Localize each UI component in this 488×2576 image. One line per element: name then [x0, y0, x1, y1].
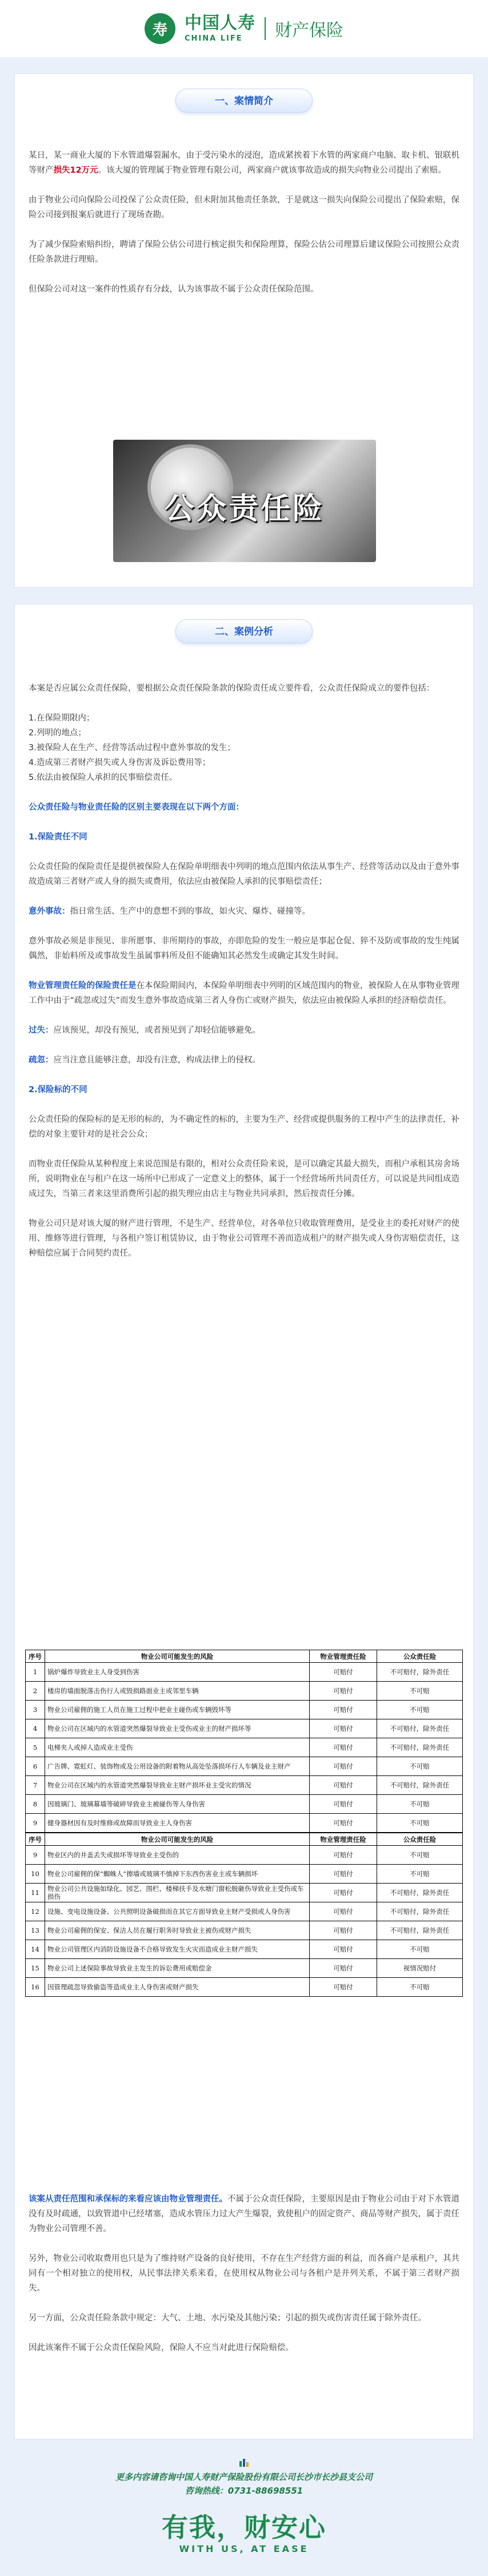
negligence-definition: 过失：应该预见，却没有预见，或者预见到了却轻信能够避免。 [29, 1026, 261, 1035]
table-row [26, 1738, 463, 1757]
property-liability-scope: 物业管理责任险的保险责任是在本保险期间内，本保险单明细表中列明的区域范围内的物业，被保险人在从事物业管理工作中由于“疏忽或过失”而发生意外事故造成第三者人身伤亡或财产损失，依法应由被保险人承担的经济赔偿责任。 [29, 981, 459, 1005]
row-property-coverage: 可赔付 [310, 1959, 377, 1978]
row-number: 9 [26, 1814, 45, 1833]
row-property-coverage: 可赔付 [310, 1682, 377, 1701]
row-property-coverage: 可赔付 [310, 1719, 377, 1738]
row-public-coverage: 不可赔付，除外责任 [377, 1921, 463, 1940]
row-number: 10 [26, 1865, 45, 1884]
table-row [26, 1776, 463, 1795]
row-risk: 健身器材因有及时维修或故障而导致业主人身伤害 [45, 1814, 310, 1833]
table-row [26, 1757, 463, 1776]
condition-5: 5.依法由被保险人承担的民事赔偿责任。 [29, 773, 178, 782]
row-property-coverage: 可赔付 [310, 1701, 377, 1719]
row-number: 9 [26, 1846, 45, 1865]
row-public-coverage: 视情况赔付 [377, 1959, 463, 1978]
row-public-coverage: 不可赔 [377, 1865, 463, 1884]
case-analysis-card [14, 604, 474, 2439]
conclusion-p4: 因此该案件不属于公众责任保险风险，保险人不应当对此进行保险赔偿。 [29, 2343, 294, 2352]
row-risk: 设施、变电设施设备、公共照明设备破损而在其它方面导致业主财产受损或人身伤害 [45, 1902, 310, 1921]
col-no: 序号 [26, 1650, 45, 1663]
brand-name [185, 15, 255, 43]
case-analysis-heading: 二、案例分析 [175, 619, 313, 643]
row-property-coverage: 可赔付 [310, 1940, 377, 1959]
row-public-coverage: 不可赔付，除外责任 [377, 1884, 463, 1902]
risk-table-part2 [25, 1833, 463, 1997]
row-public-coverage: 不可赔 [377, 1795, 463, 1814]
oversight-definition: 疏忽：应当注意且能够注意，却没有注意，构成法律上的侵权。 [29, 1056, 261, 1065]
condition-1: 1.在保险期限内； [29, 714, 95, 723]
row-property-coverage: 可赔付 [310, 1776, 377, 1795]
row-number: 11 [26, 1884, 45, 1902]
row-risk: 物业公司雇佣的施工人员在施工过程中把业主碰伤或车辆毁坏等 [45, 1701, 310, 1719]
row-risk: 物业公司雇佣的保安、保洁人员在履行职务时导致业主被伤或财产损失 [45, 1921, 310, 1940]
contact-hotline: 咨询热线：0731-88698551 [185, 2486, 303, 2496]
row-number: 14 [26, 1940, 45, 1959]
row-number: 6 [26, 1757, 45, 1776]
row-number: 12 [26, 1902, 45, 1921]
row-property-coverage: 可赔付 [310, 1757, 377, 1776]
row-risk: 广告牌、霓虹灯、装饰物或及公用设备的附着物从高处坠落损坏行人车辆及业主财产 [45, 1757, 310, 1776]
case-intro-p4: 但保险公司对这一案件的性质存有分歧，认为该事故不属于公众责任保险范围。 [29, 285, 319, 294]
row-property-coverage: 可赔付 [310, 1814, 377, 1833]
difference-title: 公众责任险与物业责任险的区别主要表现在以下两个方面： [29, 803, 244, 812]
condition-3: 3.被保险人在生产、经营等活动过程中意外事故的发生； [29, 743, 235, 753]
china-life-logo-icon: 寿 [145, 13, 175, 44]
row-public-coverage: 不可赔 [377, 1846, 463, 1865]
banner-title: 公众责任险 [164, 492, 325, 526]
row-number: 3 [26, 1701, 45, 1719]
subject-property: 而物业责任保险从某种程度上来说范围是有限的，相对公众责任险来说，是可以确定其最大损失，而租户承租其房舍场所，说明物业在与租户在这一场所中已形成了一定意义上的整体，属于一个经营场所共同责任方，可以说是共同组成造成过失，当第三者来这里消费所引起的损失理应由店主与物业共同承担，然后按责任分摊。 [29, 1160, 459, 1199]
row-risk: 物业公司公共设施如绿化、园艺、围栏、楼梯扶手及水塘门窗松脱砸伤导致业主受伤或车损伤 [45, 1884, 310, 1902]
row-number: 7 [26, 1776, 45, 1795]
row-property-coverage: 可赔付 [310, 1663, 377, 1682]
subject-public: 公众责任险的保险标的是无形的标的，为不确定性的标的，主要为生产、经营或提供服务的工程中产生的法律责任，补偿的对象主要针对的是社会公众； [29, 1115, 459, 1139]
condition-4: 4.造成第三者财产损失或人身伤害及诉讼费用等； [29, 758, 211, 767]
row-public-coverage: 不可赔 [377, 1757, 463, 1776]
brand-divider [265, 17, 266, 40]
brand-name-en: CHINA LIFE [185, 34, 243, 43]
row-public-coverage: 不可赔 [377, 1814, 463, 1833]
row-property-coverage: 可赔付 [310, 1902, 377, 1921]
table-row [26, 1701, 463, 1719]
row-risk: 物业公司上述保险事故导致业主发生的诉讼费用或赔偿金 [45, 1959, 310, 1978]
accident-definition: 意外事故：指日常生活、生产中的意想不到的事故，如火灾、爆炸、碰撞等。 [29, 907, 310, 916]
row-risk: 锅炉爆炸导致业主人身受到伤害 [45, 1663, 310, 1682]
table-row [26, 1846, 463, 1865]
row-public-coverage: 不可赔付，除外责任 [377, 1663, 463, 1682]
accident-explanation: 意外事故必须是非预见、非所愿事、非所期待的事故，亦即危险的发生一般应是事起仓促、猝不及防或事故的发生纯属偶然，非始料所及或事故发生虽属事料所及但不能确知其必然发生或确定其发生时间。 [29, 937, 459, 961]
case-intro-card [14, 73, 474, 588]
subheading-liability: 1.保险责任不同 [29, 833, 87, 842]
col-risk: 物业公司可能发生的风险 [45, 1833, 310, 1846]
risk-comparison-table [15, 1650, 473, 1997]
public-liability-banner [113, 440, 376, 562]
col-property-insurance: 物业管理责任险 [310, 1833, 377, 1846]
table-row [26, 1814, 463, 1833]
row-public-coverage: 不可赔付，除外责任 [377, 1738, 463, 1757]
row-risk: 楼房的墙面脱落击伤行人或毁损路面业主或邻里车辆 [45, 1682, 310, 1701]
row-number: 13 [26, 1921, 45, 1940]
row-property-coverage: 可赔付 [310, 1865, 377, 1884]
row-public-coverage: 不可赔付，除外责任 [377, 1902, 463, 1921]
slogan-en: WITH US, AT EASE [179, 2543, 309, 2554]
conclusion-p1: 该案从责任范围和承保标的来看应该由物业管理责任。不属于公众责任保险，主要原因是由于物业公司由于对下水管道没有及时疏通，以致管道中已经堵塞，造成水管压力过大产生爆裂，致使租户的固定资产、商品等财产损失，属于责任为物业公司管理不善。 [29, 2195, 459, 2233]
row-number: 2 [26, 1682, 45, 1701]
subject-management: 物业公司只是对该大厦的财产进行管理，不是生产、经营单位，对各单位只收取管理费用，是受业主的委托对财产的使用、维修等进行管理，与各租户签订租赁协议，由于物业公司管理不善而造成租户的财产损失或人身伤害赔偿责任，这种赔偿应属于合同契约责任。 [29, 1219, 459, 1258]
table-row [26, 1884, 463, 1902]
row-number: 16 [26, 1978, 45, 1997]
row-property-coverage: 可赔付 [310, 1738, 377, 1757]
risk-table-part1 [25, 1650, 463, 1833]
conclusion-text [29, 2192, 459, 2355]
row-risk: 物业区内的井盖丢失或损坏等导致业主受伤的 [45, 1846, 310, 1865]
case-analysis-text [29, 681, 459, 1261]
row-number: 8 [26, 1795, 45, 1814]
conclusion-p2: 另外，物业公司收取费用也只是为了维持财产设备的良好使用，不存在生产经营方面的利益，而各商户是承租户，其共同有一个相对独立的使用权，从民事法律关系来看，在使用权从物业公司与各租户是并列关系，不属于第三者财产损失。 [29, 2254, 459, 2293]
col-public-insurance: 公众责任险 [377, 1833, 463, 1846]
row-number: 1 [26, 1663, 45, 1682]
row-risk: 物业公司管理区内消防设施设备不合格导致发生火灾而造成业主财产损失 [45, 1940, 310, 1959]
table-row [26, 1719, 463, 1738]
row-property-coverage: 可赔付 [310, 1884, 377, 1902]
row-number: 5 [26, 1738, 45, 1757]
slogan [0, 2511, 488, 2554]
row-risk: 因管理疏忽导致偷盗等造成业主人身伤害或财产损失 [45, 1978, 310, 1997]
col-property-insurance: 物业管理责任险 [310, 1650, 377, 1663]
table-row [26, 1795, 463, 1814]
row-public-coverage: 不可赔付，除外责任 [377, 1776, 463, 1795]
row-risk: 物业公司在区域内的水管道突然爆裂导致业主受伤或业主的财产损坏等 [45, 1719, 310, 1738]
row-risk: 电梯夹人或掉人造成业主受伤 [45, 1738, 310, 1757]
col-public-insurance: 公众责任险 [377, 1650, 463, 1663]
row-property-coverage: 可赔付 [310, 1921, 377, 1940]
table-row [26, 1663, 463, 1682]
table-row [26, 1921, 463, 1940]
case-intro-p1: 某日，某一商业大厦的下水管道爆裂漏水，由于受污染水的浸泡，造成紧挨着下水管的两家商户电脑、取卡机、银联机等财产损失12万元。该大厦的管理属于物业管理有限公司，两家商户就该事故造成的损失向物业公司提出了索赔。 [29, 151, 459, 175]
contact-company: 更多内容请咨询中国人寿财产保险股份有限公司长沙市长沙县支公司 [115, 2472, 373, 2482]
analysis-intro: 本案是否应属公众责任保险，要根据公众责任保险条款的保险责任成立要件看，公众责任保险成立的要件包括： [29, 684, 435, 693]
row-public-coverage: 不可赔 [377, 1978, 463, 1997]
bar-chart-icon [238, 2456, 250, 2468]
brand-name-cn: 中国人寿 [185, 13, 255, 33]
table-row [26, 1978, 463, 1997]
loss-amount: 损失12万元 [53, 166, 98, 175]
case-intro-heading: 一、案情简介 [175, 89, 313, 113]
table-row [26, 1902, 463, 1921]
table-row [26, 1865, 463, 1884]
case-intro-text [29, 148, 459, 297]
brand-header [0, 0, 488, 57]
row-property-coverage: 可赔付 [310, 1978, 377, 1997]
row-property-coverage: 可赔付 [310, 1795, 377, 1814]
row-public-coverage: 不可赔 [377, 1701, 463, 1719]
contact-footer [0, 2470, 488, 2498]
table-row [26, 1682, 463, 1701]
col-risk: 物业公司可能发生的风险 [45, 1650, 310, 1663]
col-no: 序号 [26, 1833, 45, 1846]
row-public-coverage: 不可赔 [377, 1940, 463, 1959]
row-risk: 因玻璃门、玻璃幕墙等破碎导致业主被碰伤等人身伤害 [45, 1795, 310, 1814]
row-risk: 物业公司雇佣的保“蜘蛛人”擦墙或玻璃不慎掉下东西伤害业主或车辆损坏 [45, 1865, 310, 1884]
table-row [26, 1959, 463, 1978]
case-intro-p3: 为了减少保险索赔纠纷，聘请了保险公估公司进行核定损失和保险理算，保险公估公司理算后建议保险公司按照公众责任险条款进行理赔。 [29, 240, 459, 264]
slogan-cn: 有我，财安心 [162, 2512, 326, 2543]
row-risk: 物业公司在区域内的水管道突然爆裂导致业主财产损坏业主受灾的情况 [45, 1776, 310, 1795]
case-intro-p2: 由于物业公司向保险公司投保了公众责任险，但未附加其他责任条款，于是就这一损失向保险公司提出了保险索赔，保险公司接到报案后就进行了现场查勘。 [29, 196, 459, 220]
condition-2: 2.列明的地点； [29, 728, 86, 738]
public-liability-scope: 公众责任险的保险责任是提供被保险人在保险单明细表中列明的地点范围内依法从事生产、经营等活动以及由于意外事故造成第三者财产或人身的损失或费用，依法应由被保险人承担的民事赔偿责任； [29, 862, 459, 886]
row-public-coverage: 不可赔 [377, 1682, 463, 1701]
table-row [26, 1940, 463, 1959]
row-number: 4 [26, 1719, 45, 1738]
row-number: 15 [26, 1959, 45, 1978]
conclusion-p3: 另一方面，公众责任险条款中规定：大气、土地、水污染及其他污染；引起的损失或伤害责任属于除外责任。 [29, 2314, 426, 2323]
subheading-subject: 2.保险标的不同 [29, 1085, 87, 1094]
row-public-coverage: 不可赔付，除外责任 [377, 1719, 463, 1738]
row-property-coverage: 可赔付 [310, 1846, 377, 1865]
product-name: 财产保险 [275, 21, 343, 41]
